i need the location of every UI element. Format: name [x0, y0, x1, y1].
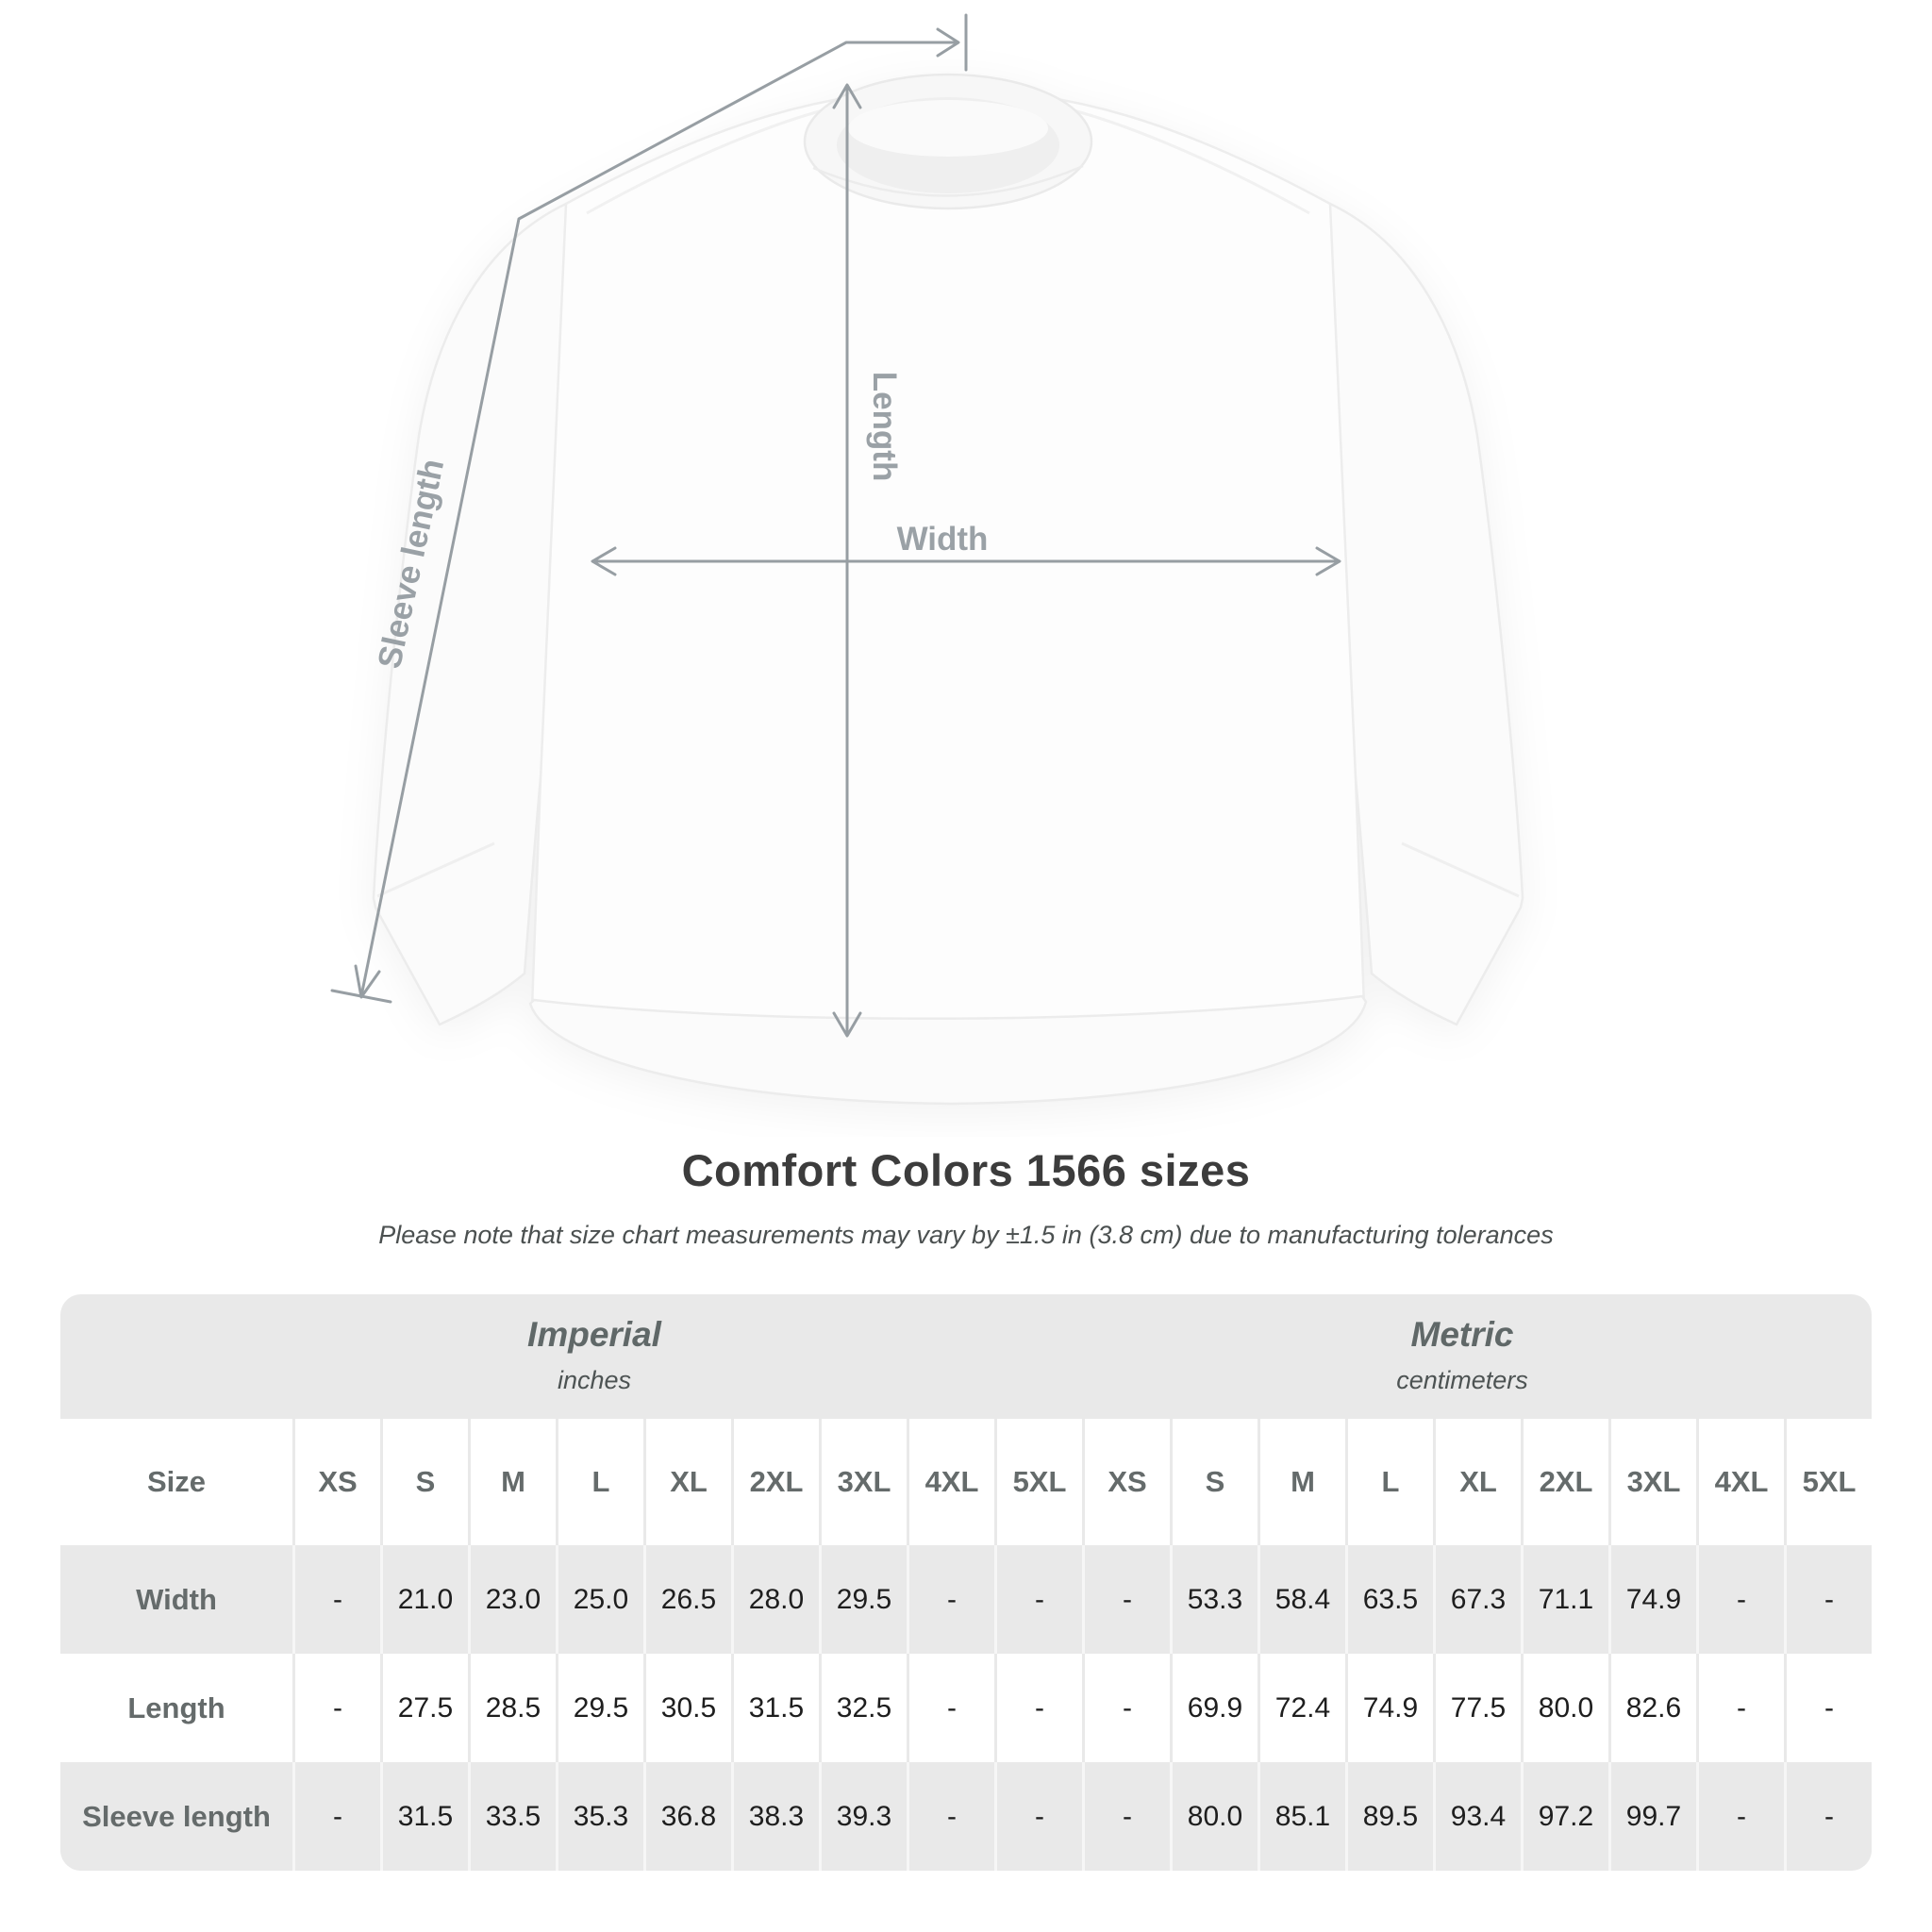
value-cell: 26.5	[643, 1545, 731, 1654]
value-cell: -	[907, 1545, 994, 1654]
value-cell: -	[907, 1762, 994, 1871]
column-header-cell: XL	[1433, 1419, 1521, 1545]
value-cell: 33.5	[468, 1762, 556, 1871]
value-cell: 21.0	[380, 1545, 468, 1654]
width-label: Width	[896, 521, 989, 558]
column-header-cell: S	[380, 1419, 468, 1545]
value-cell: 69.9	[1170, 1654, 1257, 1762]
value-cell: 29.5	[556, 1654, 643, 1762]
value-cell: 74.9	[1345, 1654, 1433, 1762]
value-cell: 71.1	[1521, 1545, 1608, 1654]
value-cell: -	[1082, 1654, 1170, 1762]
column-header-cell: M	[468, 1419, 556, 1545]
value-cell: 36.8	[643, 1762, 731, 1871]
value-cell: -	[994, 1545, 1082, 1654]
value-cell: -	[1696, 1654, 1784, 1762]
size-table	[60, 1294, 1872, 1871]
value-cell: 77.5	[1433, 1654, 1521, 1762]
column-header-cell: 4XL	[907, 1419, 994, 1545]
column-header-cell: XS	[1082, 1419, 1170, 1545]
column-header-cell: 2XL	[731, 1419, 819, 1545]
value-cell: 38.3	[731, 1762, 819, 1871]
value-cell: 31.5	[380, 1762, 468, 1871]
torso	[532, 89, 1364, 1026]
value-cell: -	[1082, 1762, 1170, 1871]
value-cell: 27.5	[380, 1654, 468, 1762]
column-header-cell: XS	[292, 1419, 380, 1545]
value-cell: 39.3	[819, 1762, 907, 1871]
column-header-cell: 2XL	[1521, 1419, 1608, 1545]
metric-label: Metric	[1410, 1315, 1514, 1354]
column-header-cell: 3XL	[819, 1419, 907, 1545]
table-row	[60, 1654, 1872, 1762]
section-header-imperial	[527, 1315, 661, 1395]
value-cell: 89.5	[1345, 1762, 1433, 1871]
value-cell: 28.0	[731, 1545, 819, 1654]
value-cell: -	[994, 1762, 1082, 1871]
column-header-cell: M	[1257, 1419, 1345, 1545]
value-cell: -	[1696, 1762, 1784, 1871]
value-cell: 99.7	[1608, 1762, 1696, 1871]
column-header-cell: XL	[643, 1419, 731, 1545]
value-cell: 80.0	[1521, 1654, 1608, 1762]
value-cell: 29.5	[819, 1545, 907, 1654]
size-grid	[60, 1419, 1872, 1871]
row-label-cell: Length	[60, 1654, 292, 1762]
column-header-cell: 5XL	[994, 1419, 1082, 1545]
section-header-metric	[1396, 1315, 1528, 1395]
units-band	[60, 1294, 1872, 1419]
page-title: Comfort Colors 1566 sizes	[681, 1145, 1251, 1195]
value-cell: 80.0	[1170, 1762, 1257, 1871]
value-cell: 74.9	[1608, 1545, 1696, 1654]
sleeve-length-label: Sleeve length	[371, 456, 452, 673]
column-header-cell: L	[1345, 1419, 1433, 1545]
column-header-cell: S	[1170, 1419, 1257, 1545]
imperial-label: Imperial	[527, 1315, 661, 1354]
column-header-cell: 3XL	[1608, 1419, 1696, 1545]
page-subtitle: Please note that size chart measurements may vary by ±1.5 in (3.8 cm) due to manufacturing tolerances	[378, 1221, 1554, 1249]
table-row	[60, 1545, 1872, 1654]
table-row	[60, 1762, 1872, 1871]
value-cell: 32.5	[819, 1654, 907, 1762]
value-cell: 30.5	[643, 1654, 731, 1762]
value-cell: 35.3	[556, 1762, 643, 1871]
value-cell: -	[1696, 1545, 1784, 1654]
value-cell: 85.1	[1257, 1762, 1345, 1871]
imperial-units: inches	[557, 1366, 632, 1394]
value-cell: 23.0	[468, 1545, 556, 1654]
value-cell: 72.4	[1257, 1654, 1345, 1762]
value-cell: 25.0	[556, 1545, 643, 1654]
value-cell: 82.6	[1608, 1654, 1696, 1762]
value-cell: 58.4	[1257, 1545, 1345, 1654]
value-cell: -	[292, 1762, 380, 1871]
value-cell: 67.3	[1433, 1545, 1521, 1654]
value-cell: 28.5	[468, 1654, 556, 1762]
value-cell: -	[907, 1654, 994, 1762]
row-label-cell: Width	[60, 1545, 292, 1654]
value-cell: -	[1784, 1545, 1872, 1654]
value-cell: 31.5	[731, 1654, 819, 1762]
value-cell: -	[292, 1654, 380, 1762]
value-cell: 63.5	[1345, 1545, 1433, 1654]
value-cell: -	[292, 1545, 380, 1654]
column-header-cell: 4XL	[1696, 1419, 1784, 1545]
metric-units: centimeters	[1396, 1366, 1528, 1394]
row-label-cell: Sleeve length	[60, 1762, 292, 1871]
collar-inner-back	[848, 100, 1048, 157]
value-cell: 53.3	[1170, 1545, 1257, 1654]
column-header-cell: 5XL	[1784, 1419, 1872, 1545]
column-header-cell: L	[556, 1419, 643, 1545]
value-cell: -	[1784, 1654, 1872, 1762]
value-cell: -	[1082, 1545, 1170, 1654]
value-cell: -	[1784, 1762, 1872, 1871]
length-label: Length	[866, 371, 903, 482]
size-corner-cell: Size	[60, 1419, 292, 1545]
header-row	[60, 1419, 1872, 1545]
value-cell: 93.4	[1433, 1762, 1521, 1871]
value-cell: 97.2	[1521, 1762, 1608, 1871]
sweatshirt	[374, 75, 1523, 1104]
value-cell: -	[994, 1654, 1082, 1762]
